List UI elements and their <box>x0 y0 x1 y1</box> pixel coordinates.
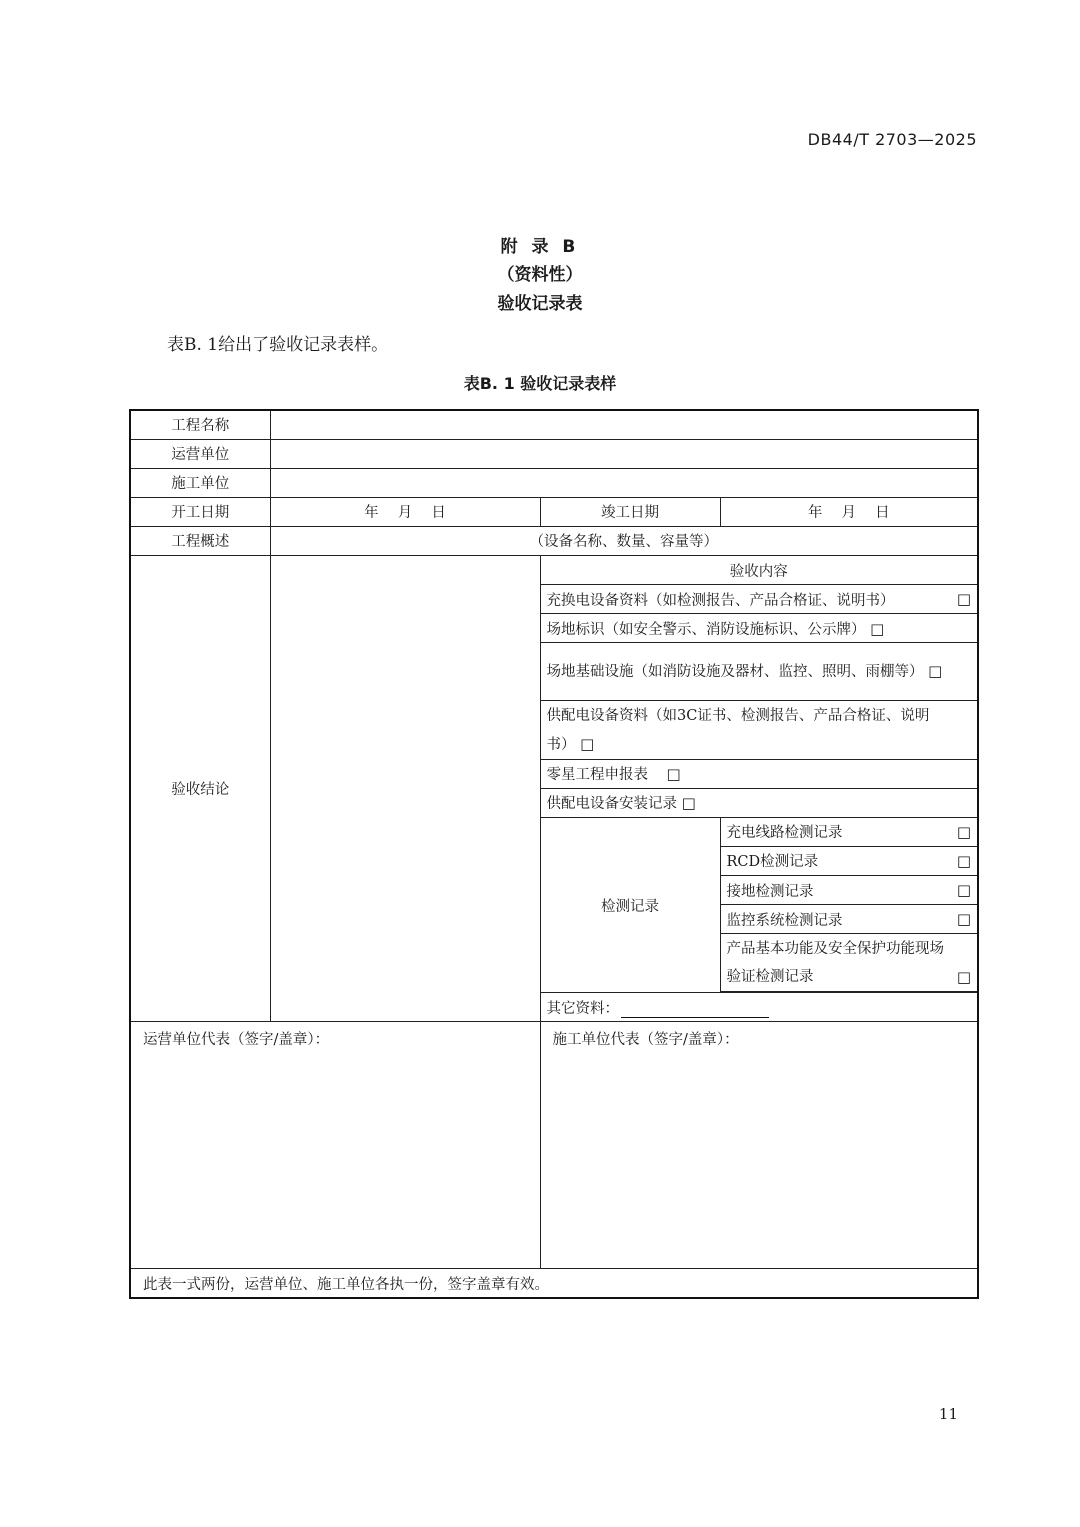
inspection-label: 检测记录 <box>540 817 720 993</box>
constructor-field[interactable] <box>270 468 978 497</box>
constructor-signature-cell[interactable] <box>540 1022 978 1269</box>
checkbox-icon[interactable]: □ <box>666 765 681 784</box>
content-item-label: 场地标识（如安全警示、消防设施标识、公示牌） <box>546 621 866 638</box>
inspection-item[interactable] <box>720 934 978 992</box>
checkbox-icon[interactable]: □ <box>580 734 595 753</box>
page-number: 11 <box>938 1405 958 1423</box>
standard-code: DB44/T 2703—2025 <box>807 130 977 149</box>
inspection-item[interactable] <box>720 817 978 846</box>
checkbox-icon[interactable]: □ <box>681 794 696 813</box>
checkbox-icon[interactable]: □ <box>956 910 971 929</box>
inspection-item-label: 监控系统检测记录 <box>726 912 843 929</box>
content-item[interactable] <box>540 788 978 817</box>
constructor-rep-label: 施工单位代表（签字/盖章）： <box>552 1032 739 1049</box>
table-caption: 表B. 1 验收记录表样 <box>463 374 617 393</box>
footer-note: 此表一式两份，运营单位、施工单位各执一份，签字盖章有效。 <box>130 1269 978 1298</box>
content-item-label: 场地基础设施（如消防设施及器材、监控、照明、雨棚等） <box>546 664 924 681</box>
content-item-label: 零星工程申报表 <box>546 767 648 784</box>
inspection-item[interactable] <box>720 905 978 934</box>
content-item-label: 供配电设备资料（如3C证书、检测报告、产品合格证、说明书） <box>546 707 930 753</box>
appendix-title: 验收记录表 <box>497 294 583 314</box>
inspection-item-label: RCD检测记录 <box>726 854 819 871</box>
checkbox-icon[interactable]: □ <box>870 619 885 638</box>
operator-rep-label: 运营单位代表（签字/盖章）： <box>143 1032 330 1049</box>
operator-field[interactable] <box>270 439 978 468</box>
start-date-label: 开工日期 <box>130 497 270 526</box>
checkbox-icon[interactable]: □ <box>956 822 971 841</box>
project-name-field[interactable] <box>270 410 978 439</box>
conclusion-label: 验收结论 <box>130 555 270 1022</box>
content-item[interactable] <box>540 643 978 701</box>
checkbox-icon[interactable]: □ <box>928 662 943 681</box>
content-item[interactable] <box>540 701 978 759</box>
checkbox-icon[interactable]: □ <box>956 851 971 870</box>
other-materials-line[interactable] <box>621 1003 769 1018</box>
content-item[interactable] <box>540 585 978 614</box>
checkbox-icon[interactable]: □ <box>956 881 971 900</box>
constructor-label: 施工单位 <box>130 468 270 497</box>
inspection-item[interactable] <box>720 876 978 905</box>
appendix-label: 附 录 B <box>500 237 580 257</box>
conclusion-field[interactable] <box>270 555 540 1022</box>
overview-field[interactable]: （设备名称、数量、容量等） <box>270 526 978 555</box>
operator-label: 运营单位 <box>130 439 270 468</box>
overview-label: 工程概述 <box>130 526 270 555</box>
inspection-item[interactable] <box>720 846 978 875</box>
acceptance-record-table <box>129 409 979 1299</box>
content-item-label: 充换电设备资料（如检测报告、产品合格证、说明书） <box>546 592 895 609</box>
start-date-field[interactable]: 年 月 日 <box>270 497 540 526</box>
checkbox-icon[interactable]: □ <box>956 967 971 986</box>
content-item-label: 供配电设备安装记录 <box>546 796 677 813</box>
inspection-item-label: 充电线路检测记录 <box>726 825 843 842</box>
intro-text: 表B. 1给出了验收记录表样。 <box>167 335 389 355</box>
completion-date-field[interactable]: 年 月 日 <box>720 497 978 526</box>
inspection-item-label: 接地检测记录 <box>726 883 814 900</box>
content-header: 验收内容 <box>540 555 978 584</box>
checkbox-icon[interactable]: □ <box>956 590 971 609</box>
inspection-item-label: 产品基本功能及安全保护功能现场验证检测记录 <box>726 940 944 985</box>
appendix-nature: （资料性） <box>497 265 583 285</box>
other-materials-label: 其它资料： <box>546 1000 619 1017</box>
operator-signature-cell[interactable] <box>130 1022 540 1269</box>
content-item[interactable] <box>540 614 978 643</box>
project-name-label: 工程名称 <box>130 410 270 439</box>
other-materials[interactable] <box>540 993 978 1022</box>
completion-date-label: 竣工日期 <box>540 497 720 526</box>
content-item[interactable] <box>540 759 978 788</box>
